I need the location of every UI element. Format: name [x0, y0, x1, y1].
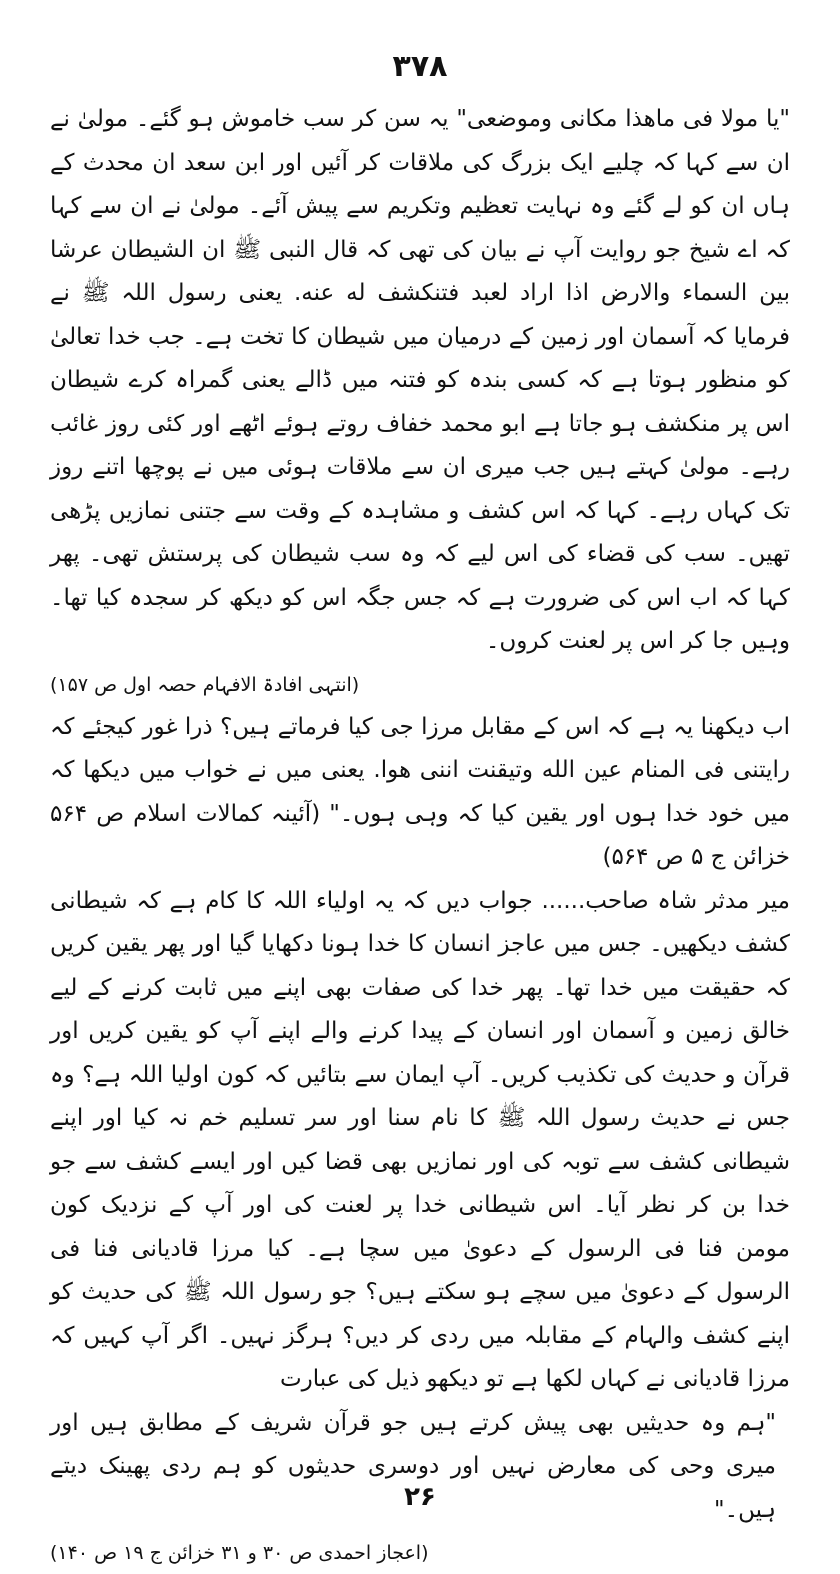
page-number-top: ۳۷۸: [392, 49, 448, 84]
quoted-paragraph: "ہم وہ حدیثیں بھی پیش کرتے ہیں جو قرآن شریف کے مطابق ہیں اور میری وحی کی معارض نہیں اور دوسری حدیثوں کو ہم ردی پھینک دیتے ہیں۔": [50, 1409, 776, 1523]
paragraph-1: "یا مولا فی ماھذا مکانی وموضعی" یہ سن کر سب خاموش ہو گئے۔ مولیٰ نے ان سے کہا کہ چلیے ایک بزرگ کی ملاقات کر آئیں اور ابن سعد ان محدث کے ہاں ان کو لے گئے وہ نہایت تعظیم وتکریم سے پیش آئے۔ مولیٰ نے ان سے کہا کہ اے شیخ جو روایت آپ نے بیان کی تھی کہ قال النبی ﷺ ان الشیطان عرشا بین السماء والارض اذا اراد لعبد فتنکشف له عنه. یعنی رسول اللہ ﷺ نے فرمایا کہ آسمان اور زمین کے درمیان میں شیطان کا تخت ہے۔ جب خدا تعالیٰ کو منظور ہوتا ہے کہ کسی بندہ کو فتنہ میں ڈالے یعنی گمراہ کرے شیطان اس پر منکشف ہو جاتا ہے ابو محمد خفاف روتے ہوئے اٹھے اور کئی روز غائب رہے۔ مولیٰ کہتے ہیں جب میری ان سے ملاقات ہوئی میں نے پوچھا اتنے روز تک کہاں رہے۔ کہا کہ اس کشف و مشاہدہ کے وقت سے جتنی نمازیں پڑھی تھیں۔ سب کی قضاء کی اس لیے کہ وہ سب شیطان کی پرستش تھی۔ پھر کہا کہ اب اس کی ضرورت ہے کہ جس جگہ اس کو دیکھ کر سجدہ کیا تھا۔ وہیں جا کر اس پر لعنت کروں۔: [50, 106, 790, 654]
reference-2-text: (اعجاز احمدی ص ۳۰ و ۳۱ خزائن ج ۱۹ ص ۱۴۰): [50, 1542, 429, 1564]
paragraph-2: اب دیکھنا یہ ہے کہ اس کے مقابل مرزا جی کیا فرماتے ہیں؟ ذرا غور کیجئے کہ رایتنی فی المنام عین الله وتیقنت اننی ھوا. یعنی میں نے خواب میں دیکھا کہ میں خود خدا ہوں اور یقین کیا کہ وہی ہوں۔" (آئینہ کمالات اسلام ص ۵۶۴ خزائن ج ۵ ص ۵۶۴): [50, 713, 790, 870]
reference-1-text: (انتہی افادۃ الافہام حصہ اول ص ۱۵۷): [50, 673, 360, 696]
paragraph-3: میر مدثر شاہ صاحب...... جواب دیں کہ یہ اولیاء اللہ کا کام ہے کہ شیطانی کشف دیکھیں۔ جس میں عاجز انسان کا خدا ہونا دکھایا گیا اور پھر یقین کریں کہ حقیقت میں خدا تھا۔ پھر خدا کی صفات بھی اپنے میں ثابت کرنے کے لیے خالق زمین و آسمان اور انسان کے پیدا کرنے والے اپنے آپ کو یقین کریں اور قرآن و حدیث کی تکذیب کریں۔ آپ ایمان سے بتائیں کہ کون اولیا اللہ ہے؟ وہ جس نے حدیث رسول اللہ ﷺ کا نام سنا اور سر تسلیم خم نہ کیا اور اپنے شیطانی کشف سے توبہ کی اور نمازیں بھی قضا کیں اور ایسے کشف سے جو خدا بن کر نظر آیا۔ اس شیطانی خدا پر لعنت کی اور آپ کے نزدیک کون مومن فنا فی الرسول کے دعویٰ میں سچا ہے۔ کیا مرزا قادیانی فنا فی الرسول کے دعویٰ میں سچے ہو سکتے ہیں؟ جو رسول اللہ ﷺ کی حدیث کو اپنے کشف والہام کے مقابلہ میں ردی کر دیں؟ ہرگز نہیں۔ اگر آپ کہیں کہ مرزا قادیانی نے کہاں لکھا ہے تو دیکھو ذیل کی عبارت: [50, 887, 790, 1392]
reference-1: [50, 664, 790, 706]
reference-2: [50, 1532, 790, 1574]
page-number-bottom: ۲۶: [404, 1482, 436, 1512]
